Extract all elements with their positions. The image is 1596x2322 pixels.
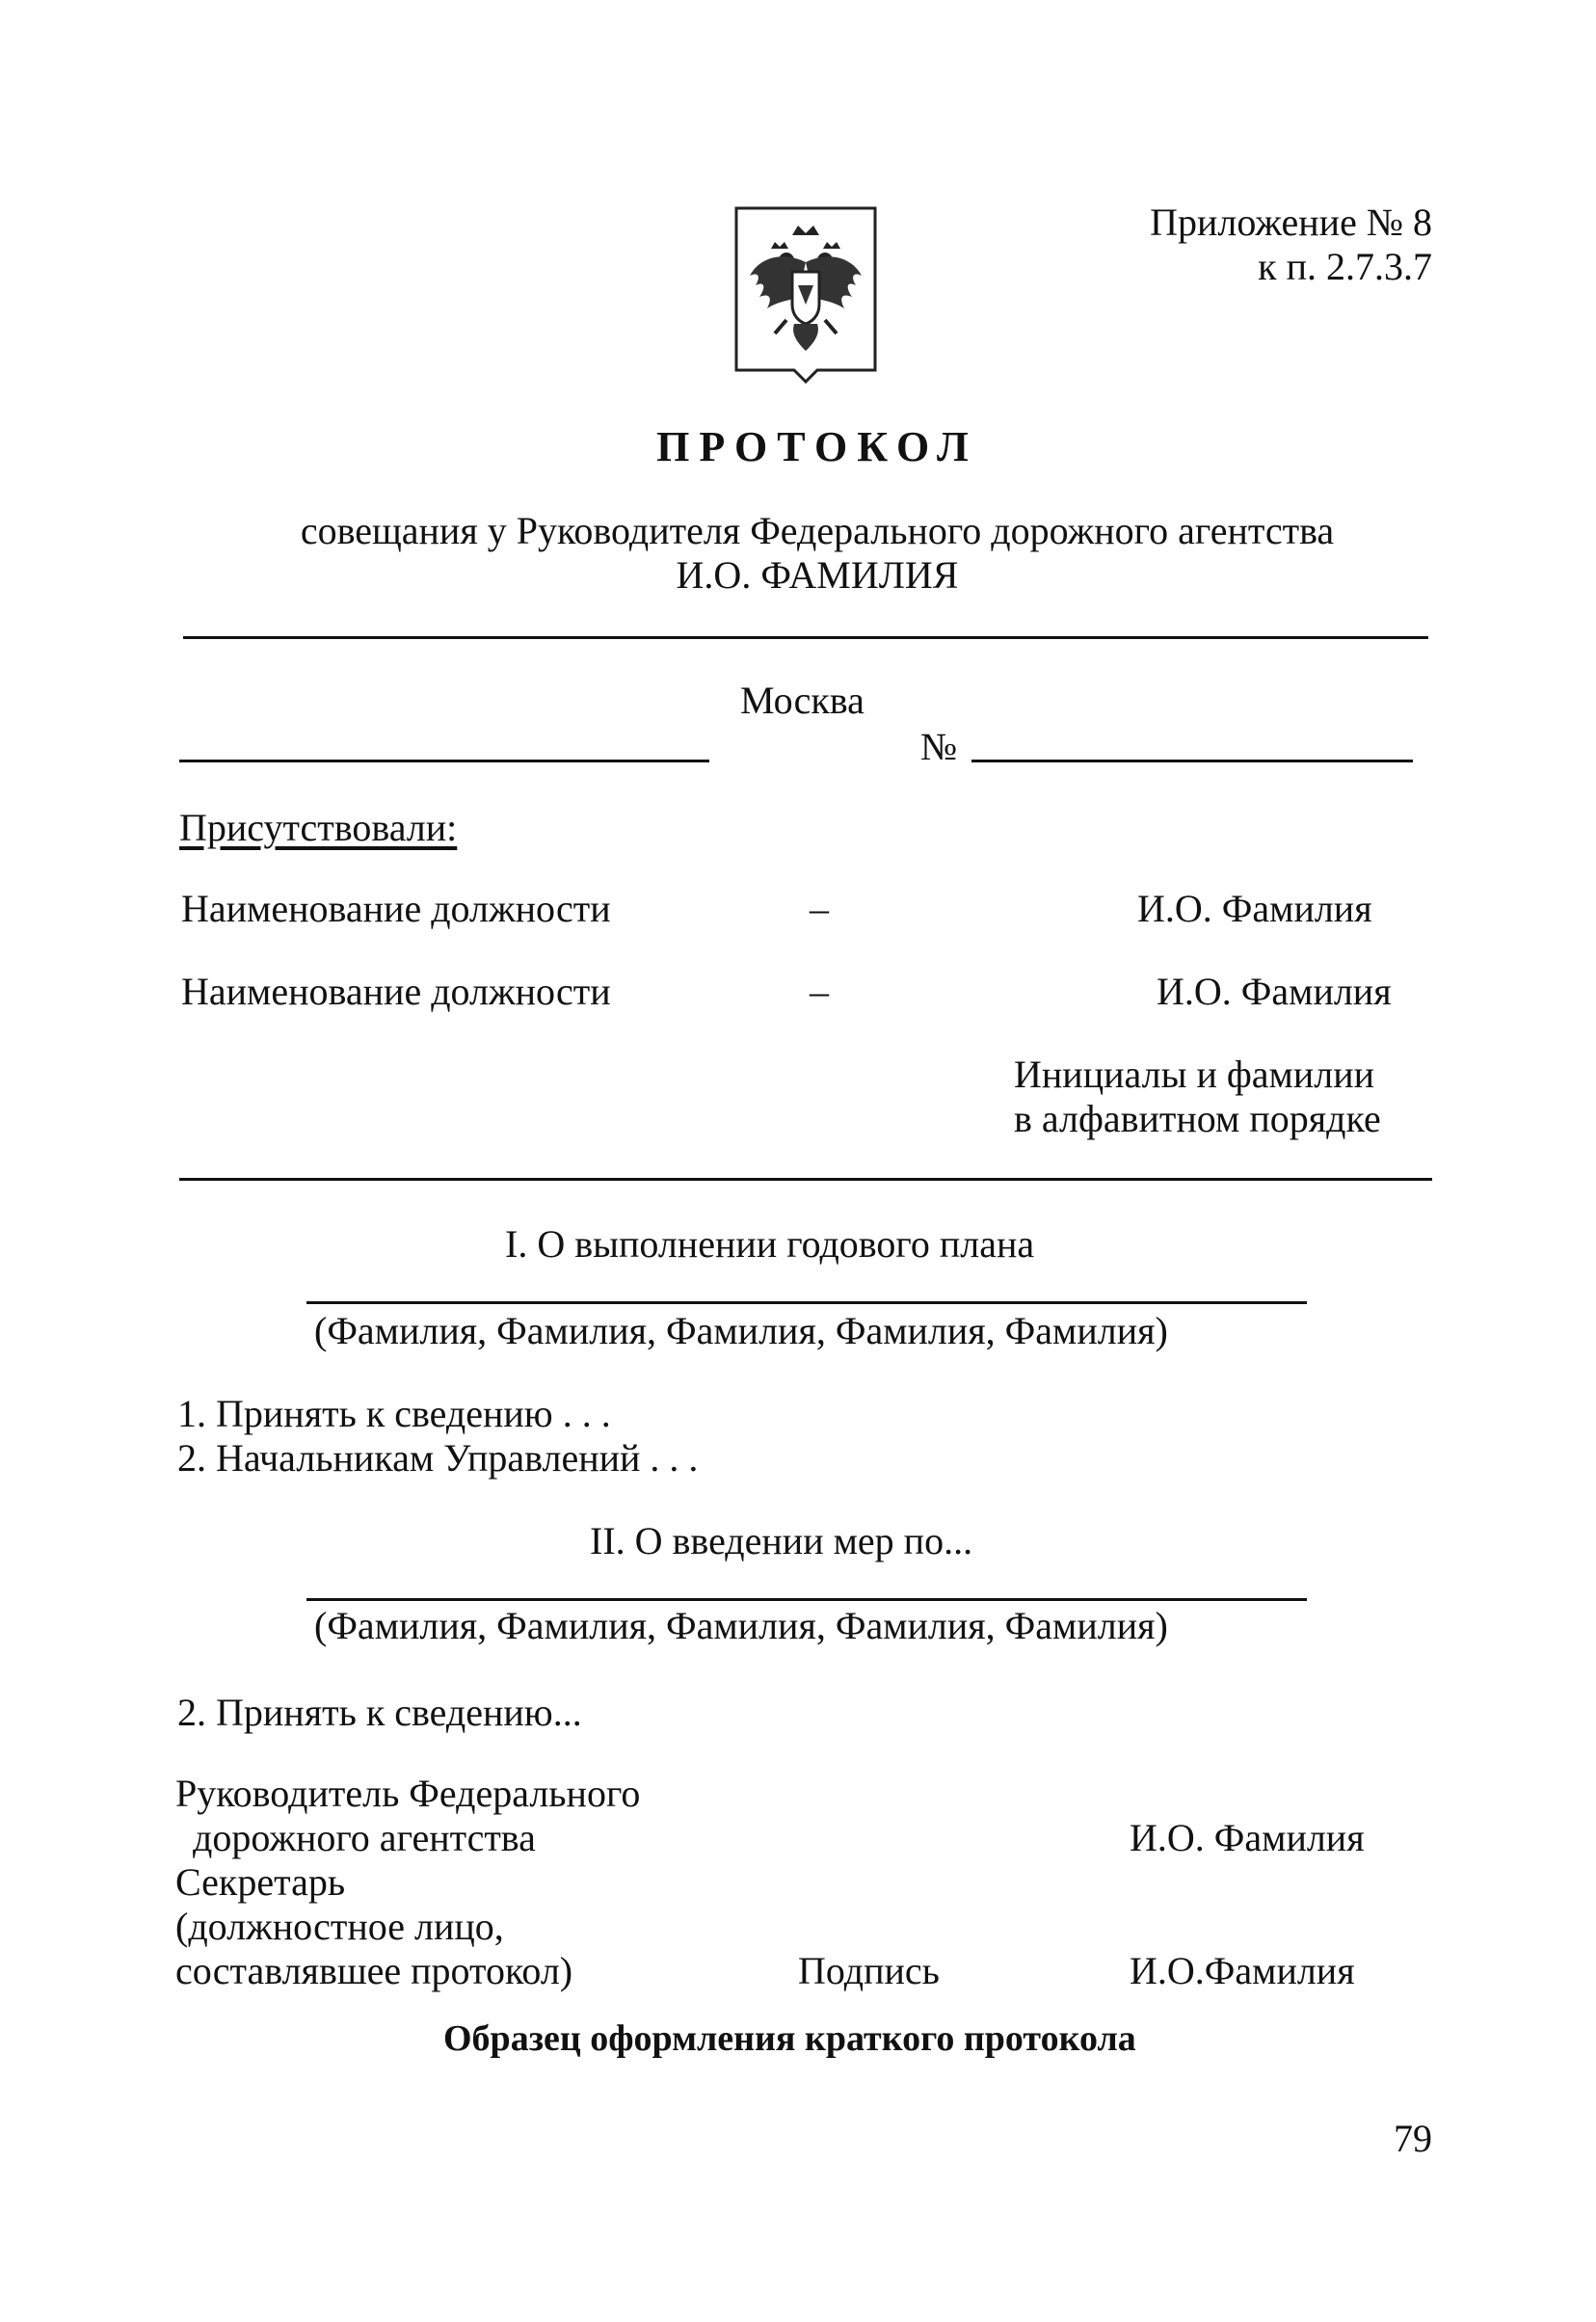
page-number: 79 [1394, 2117, 1432, 2160]
present-label: Присутствовали: [179, 806, 458, 849]
signature-label: Подпись [798, 1949, 940, 1992]
speakers-line [306, 1598, 1307, 1601]
number-line [971, 760, 1413, 762]
decision-item: 2. Начальникам Управлений . . . [177, 1436, 699, 1480]
secretary-title: Секретарь [175, 1860, 346, 1904]
attendee-name: И.О. Фамилия [1137, 887, 1372, 930]
attendee-name: И.О. Фамилия [1157, 970, 1392, 1013]
attendee-position: Наименование должности [181, 887, 611, 930]
speakers-line [306, 1301, 1307, 1304]
secretary-signature-name: И.О.Фамилия [1130, 1949, 1355, 1992]
head-title-line2: дорожного агентства [193, 1816, 536, 1859]
decision-item: 1. Принять к сведению . . . [177, 1392, 611, 1435]
head-signature-name: И.О. Фамилия [1130, 1816, 1365, 1859]
number-label: № [920, 725, 958, 768]
appendix-number: Приложение № 8 [1150, 200, 1432, 244]
attendee-dash: – [810, 887, 829, 930]
section-heading: I. О выполнении годового плана [505, 1222, 1035, 1266]
form-caption: Образец оформления краткого протокола [443, 2018, 1136, 2059]
decision-item: 2. Принять к сведению... [177, 1691, 582, 1734]
attendee-dash: – [810, 970, 829, 1013]
present-note-line2: в алфавитном порядке [1014, 1097, 1381, 1140]
meeting-subtitle: совещания у Руководителя Федерального дорожного агентства [300, 509, 1335, 552]
appendix-reference [1150, 200, 1432, 289]
header-divider [183, 636, 1428, 639]
section-speakers: (Фамилия, Фамилия, Фамилия, Фамилия, Фамилия) [314, 1604, 1168, 1647]
document-title: ПРОТОКОЛ [656, 423, 978, 470]
present-divider [179, 1178, 1432, 1181]
place-name: Москва [740, 679, 864, 722]
secretary-note-line1: (должностное лицо, [175, 1905, 504, 1948]
coat-of-arms-icon [732, 204, 879, 384]
head-title-line1: Руководитель Федерального [175, 1772, 641, 1815]
date-line [179, 760, 709, 762]
present-note-line1: Инициалы и фамилии [1014, 1053, 1375, 1096]
secretary-note-line2: составлявшее протокол) [175, 1949, 573, 1992]
section-heading: II. О введении мер по... [590, 1519, 973, 1562]
section-speakers: (Фамилия, Фамилия, Фамилия, Фамилия, Фамилия) [314, 1309, 1168, 1352]
attendee-position: Наименование должности [181, 970, 611, 1013]
head-name-caps: И.О. ФАМИЛИЯ [676, 553, 959, 597]
appendix-clause: к п. 2.7.3.7 [1258, 245, 1432, 288]
